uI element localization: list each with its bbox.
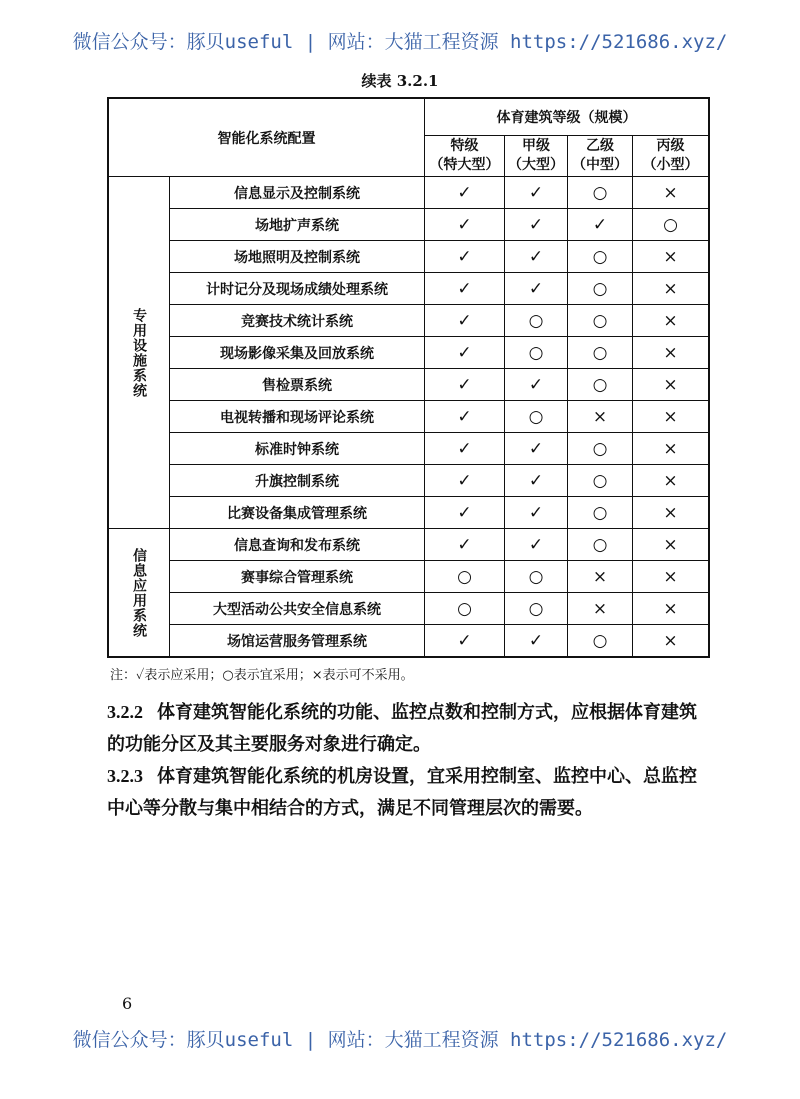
system-name: 赛事综合管理系统 (170, 561, 425, 593)
table-row (108, 529, 709, 561)
requirement-cell: ○ (568, 529, 633, 561)
requirement-cell: ✓ (505, 625, 568, 658)
system-name: 场馆运营服务管理系统 (170, 625, 425, 658)
requirement-cell: ✓ (425, 625, 505, 658)
requirement-cell: ✓ (505, 241, 568, 273)
requirement-cell: ○ (505, 401, 568, 433)
requirement-cell: ○ (505, 337, 568, 369)
requirement-cell: ✓ (505, 177, 568, 209)
clause-text: 体育建筑智能化系统的机房设置，宜采用控制室、监控中心、总监控中心等分散与集中相结合的方式，满足不同管理层次的需要。 (107, 766, 697, 819)
table-row (108, 305, 709, 337)
table-row (108, 465, 709, 497)
group-label: 专用设施系统 (108, 177, 170, 529)
requirement-cell: ○ (425, 561, 505, 593)
table-row (108, 369, 709, 401)
requirement-cell: ✓ (425, 273, 505, 305)
page-number: 6 (122, 994, 133, 1013)
requirement-cell: × (633, 465, 710, 497)
table-row (108, 433, 709, 465)
requirement-cell: ○ (568, 337, 633, 369)
requirement-cell: × (633, 337, 710, 369)
grade-name: 特级 (450, 138, 479, 154)
table-row (108, 241, 709, 273)
requirement-cell: × (633, 497, 710, 529)
requirement-cell: × (633, 401, 710, 433)
requirement-cell: × (633, 241, 710, 273)
requirement-cell: × (633, 593, 710, 625)
grade-column-header (505, 136, 568, 177)
requirement-cell: × (633, 305, 710, 337)
requirement-cell: × (568, 401, 633, 433)
requirement-cell: ✓ (425, 209, 505, 241)
system-name: 标准时钟系统 (170, 433, 425, 465)
requirement-cell: ✓ (505, 209, 568, 241)
requirement-cell: ✓ (505, 497, 568, 529)
system-name: 电视转播和现场评论系统 (170, 401, 425, 433)
requirement-cell: ○ (568, 305, 633, 337)
requirement-cell: ○ (505, 305, 568, 337)
system-name: 场地照明及控制系统 (170, 241, 425, 273)
requirement-cell: ✓ (425, 177, 505, 209)
requirement-cell: ○ (568, 369, 633, 401)
requirement-cell: × (633, 561, 710, 593)
requirement-cell: ✓ (505, 369, 568, 401)
clause-3-2-3 (107, 760, 697, 825)
table-row (108, 177, 709, 209)
requirement-cell: × (568, 561, 633, 593)
requirement-cell: × (633, 433, 710, 465)
grade-header: 体育建筑等级（规模） (425, 98, 710, 136)
requirement-cell: × (633, 273, 710, 305)
watermark-top: 微信公众号：豚贝useful | 网站：大猫工程资源 https://521686.xyz/ (72, 31, 728, 53)
system-name: 比赛设备集成管理系统 (170, 497, 425, 529)
requirement-cell: × (633, 369, 710, 401)
group-label: 信息应用系统 (108, 529, 170, 658)
requirement-cell: ✓ (505, 465, 568, 497)
requirement-cell: ✓ (568, 209, 633, 241)
requirement-cell: × (633, 177, 710, 209)
grade-column-header (425, 136, 505, 177)
requirement-cell: ○ (505, 593, 568, 625)
requirement-cell: ✓ (425, 497, 505, 529)
table-row (108, 593, 709, 625)
requirement-cell: ○ (568, 433, 633, 465)
grade-name: 丙级 (656, 138, 685, 154)
table-row (108, 273, 709, 305)
system-name: 现场影像采集及回放系统 (170, 337, 425, 369)
requirement-cell: ✓ (425, 401, 505, 433)
requirement-cell: × (633, 625, 710, 658)
requirement-cell: ○ (568, 273, 633, 305)
clause-number: 3.2.2 (107, 702, 143, 722)
requirement-cell: ○ (568, 465, 633, 497)
table-row (108, 337, 709, 369)
table-row (108, 561, 709, 593)
requirement-cell: ○ (633, 209, 710, 241)
requirement-cell: ✓ (425, 305, 505, 337)
grade-scale: （小型） (642, 157, 699, 173)
table-row (108, 209, 709, 241)
requirement-cell: ✓ (425, 529, 505, 561)
config-table (107, 97, 710, 658)
grade-name: 甲级 (522, 138, 550, 154)
table-row (108, 401, 709, 433)
table-row (108, 625, 709, 658)
grade-name: 乙级 (586, 138, 614, 154)
system-name: 大型活动公共安全信息系统 (170, 593, 425, 625)
requirement-cell: × (633, 529, 710, 561)
grade-scale: （大型） (508, 157, 564, 173)
requirement-cell: ✓ (425, 369, 505, 401)
requirement-cell: ✓ (425, 337, 505, 369)
watermark-bottom: 微信公众号：豚贝useful | 网站：大猫工程资源 https://521686.xyz/ (72, 1029, 728, 1051)
clause-3-2-2 (107, 696, 697, 761)
requirement-cell: ✓ (505, 433, 568, 465)
system-name: 售检票系统 (170, 369, 425, 401)
grade-scale: （中型） (572, 157, 628, 173)
table-caption: 续表 3.2.1 (361, 72, 439, 90)
requirement-cell: ✓ (425, 465, 505, 497)
requirement-cell: ✓ (425, 433, 505, 465)
clause-number: 3.2.3 (107, 766, 143, 786)
requirement-cell: ✓ (425, 241, 505, 273)
table-row (108, 497, 709, 529)
requirement-cell: ○ (568, 241, 633, 273)
table-note: 注：✓表示应采用；○表示宜采用；×表示可不采用。 (110, 668, 414, 683)
requirement-cell: ○ (568, 497, 633, 529)
requirement-cell: ✓ (505, 273, 568, 305)
clause-text: 体育建筑智能化系统的功能、监控点数和控制方式，应根据体育建筑的功能分区及其主要服务对象进行确定。 (107, 702, 697, 755)
requirement-cell: ○ (568, 625, 633, 658)
system-name: 场地扩声系统 (170, 209, 425, 241)
requirement-cell: × (568, 593, 633, 625)
system-name: 信息查询和发布系统 (170, 529, 425, 561)
system-name: 升旗控制系统 (170, 465, 425, 497)
grade-column-header (568, 136, 633, 177)
requirement-cell: ✓ (505, 529, 568, 561)
system-name: 计时记分及现场成绩处理系统 (170, 273, 425, 305)
system-name: 竞赛技术统计系统 (170, 305, 425, 337)
requirement-cell: ○ (568, 177, 633, 209)
grade-scale: （特大型） (429, 157, 500, 173)
grade-column-header (633, 136, 710, 177)
requirement-cell: ○ (425, 593, 505, 625)
system-name: 信息显示及控制系统 (170, 177, 425, 209)
requirement-cell: ○ (505, 561, 568, 593)
corner-header: 智能化系统配置 (108, 98, 425, 177)
